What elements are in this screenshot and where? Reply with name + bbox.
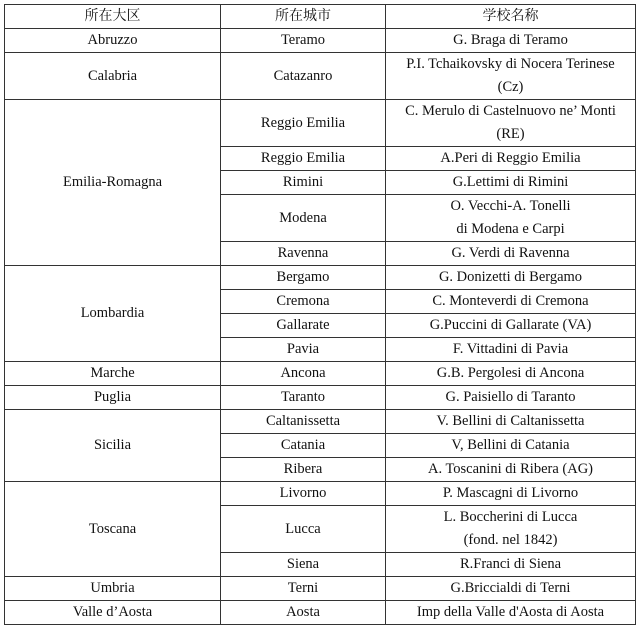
table-row [5,100,636,147]
region-cell: Calabria [5,53,221,100]
table-row [5,601,636,625]
school-cell: P. Mascagni di Livorno [386,482,636,506]
school-cell: G. Donizetti di Bergamo [386,266,636,290]
city-cell: Gallarate [221,314,386,338]
region-cell: Lombardia [5,266,221,362]
city-cell: Reggio Emilia [221,100,386,147]
table-row [5,29,636,53]
school-cell: G. Verdi di Ravenna [386,242,636,266]
header-row [5,5,636,29]
city-cell: Aosta [221,601,386,625]
school-cell: F. Vittadini di Pavia [386,338,636,362]
city-cell: Ancona [221,362,386,386]
header-school: 学校名称 [386,5,636,29]
table-row [5,410,636,434]
school-cell: C. Merulo di Castelnuovo ne’ Monti (RE) [386,100,636,147]
table-row [5,577,636,601]
conservatory-table [4,4,636,625]
school-cell: G.B. Pergolesi di Ancona [386,362,636,386]
school-cell: G.Puccini di Gallarate (VA) [386,314,636,338]
city-cell: Teramo [221,29,386,53]
region-cell: Abruzzo [5,29,221,53]
city-cell: Terni [221,577,386,601]
city-cell: Ribera [221,458,386,482]
school-cell: A. Toscanini di Ribera (AG) [386,458,636,482]
region-cell: Puglia [5,386,221,410]
table-row [5,386,636,410]
school-cell: A.Peri di Reggio Emilia [386,147,636,171]
city-cell: Cremona [221,290,386,314]
school-cell: G.Lettimi di Rimini [386,171,636,195]
region-cell: Marche [5,362,221,386]
region-cell: Valle d’Aosta [5,601,221,625]
school-cell: G. Braga di Teramo [386,29,636,53]
city-cell: Modena [221,195,386,242]
school-cell: O. Vecchi-A. Tonelli di Modena e Carpi [386,195,636,242]
table-row [5,53,636,100]
city-cell: Reggio Emilia [221,147,386,171]
school-cell: L. Boccherini di Lucca (fond. nel 1842) [386,506,636,553]
school-cell: G. Paisiello di Taranto [386,386,636,410]
school-cell: G.Briccialdi di Terni [386,577,636,601]
city-cell: Caltanissetta [221,410,386,434]
table-row [5,482,636,506]
city-cell: Lucca [221,506,386,553]
city-cell: Siena [221,553,386,577]
region-cell: Sicilia [5,410,221,482]
school-cell: V, Bellini di Catania [386,434,636,458]
school-cell: C. Monteverdi di Cremona [386,290,636,314]
city-cell: Pavia [221,338,386,362]
city-cell: Livorno [221,482,386,506]
region-cell: Umbria [5,577,221,601]
header-region: 所在大区 [5,5,221,29]
school-cell: P.I. Tchaikovsky di Nocera Terinese (Cz) [386,53,636,100]
header-city: 所在城市 [221,5,386,29]
city-cell: Ravenna [221,242,386,266]
city-cell: Bergamo [221,266,386,290]
school-cell: R.Franci di Siena [386,553,636,577]
city-cell: Rimini [221,171,386,195]
table-row [5,362,636,386]
city-cell: Catania [221,434,386,458]
city-cell: Taranto [221,386,386,410]
city-cell: Catazanro [221,53,386,100]
region-cell: Emilia-Romagna [5,100,221,266]
table-row [5,266,636,290]
school-cell: V. Bellini di Caltanissetta [386,410,636,434]
table-body [5,29,636,625]
school-cell: Imp della Valle d'Aosta di Aosta [386,601,636,625]
region-cell: Toscana [5,482,221,577]
